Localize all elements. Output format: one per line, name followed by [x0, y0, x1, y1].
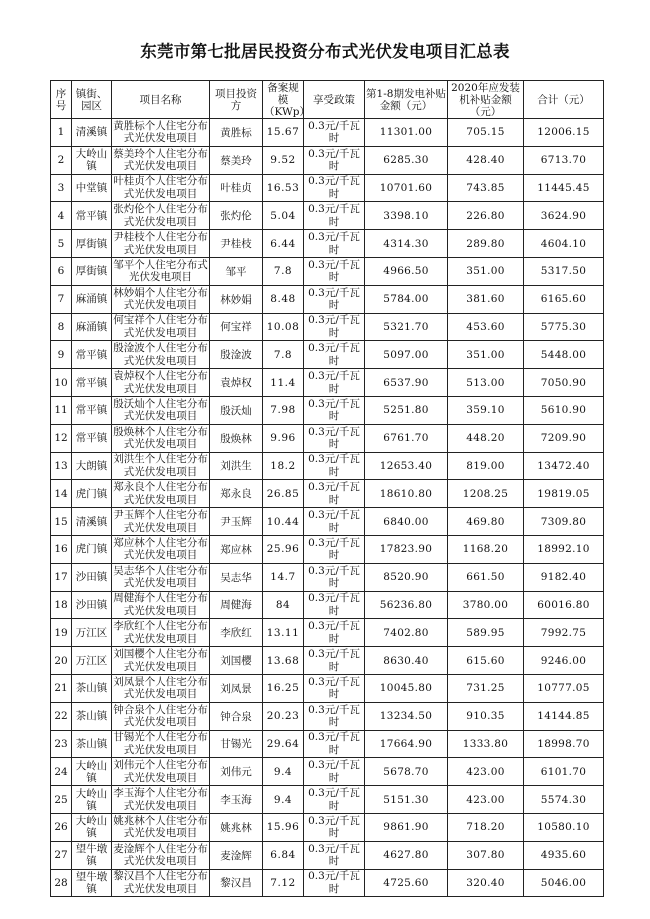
cell-investor: 袁焯权: [210, 369, 263, 397]
cell-subsidy-1-8: 4966.50: [365, 257, 448, 285]
cell-total: 5448.00: [524, 341, 604, 369]
cell-subsidy-2020: 469.80: [448, 508, 524, 536]
table-row: [51, 647, 604, 675]
cell-total: 4604.10: [524, 230, 604, 258]
cell-subsidy-2020: 615.60: [448, 647, 524, 675]
cell-project-name: 邹平个人住宅分布式光伏发电项目: [113, 258, 208, 284]
cell-total: 5574.30: [524, 786, 604, 814]
cell-project-name: 姚兆林个人住宅分布式光伏发电项目: [113, 814, 208, 840]
cell-seq: 22: [51, 702, 72, 730]
cell-policy: 0.3元/千瓦时: [304, 480, 365, 508]
cell-subsidy-2020: 226.80: [448, 202, 524, 230]
table-row: [51, 174, 604, 202]
header-town: 镇街、园区: [72, 81, 112, 119]
cell-subsidy-2020: 513.00: [448, 369, 524, 397]
cell-policy: 0.3元/千瓦时: [304, 452, 365, 480]
cell-policy: 0.3元/千瓦时: [304, 813, 365, 841]
cell-policy: 0.3元/千瓦时: [304, 841, 365, 869]
cell-seq: 4: [51, 202, 72, 230]
cell-scale: 6.84: [263, 841, 304, 869]
cell-subsidy-2020: 731.25: [448, 674, 524, 702]
cell-policy: 0.3元/千瓦时: [304, 535, 365, 563]
cell-project-name: 刘伟元个人住宅分布式光伏发电项目: [113, 759, 208, 784]
cell-project-name: 黄胜标个人住宅分布式光伏发电项目: [113, 119, 208, 145]
cell-scale: 29.64: [263, 730, 304, 758]
table-row: [51, 230, 604, 258]
cell-project-name: 麦淦辉个人住宅分布式光伏发电项目: [113, 842, 208, 868]
cell-scale: 9.4: [263, 758, 304, 786]
cell-subsidy-2020: 307.80: [448, 841, 524, 869]
cell-subsidy-1-8: 5251.80: [365, 396, 448, 424]
cell-subsidy-2020: 705.15: [448, 119, 524, 147]
cell-scale: 15.96: [263, 813, 304, 841]
cell-project-name: 黎汉昌个人住宅分布式光伏发电项目: [113, 870, 208, 895]
cell-project-name: 殷沃灿个人住宅分布式光伏发电项目: [113, 397, 208, 423]
cell-scale: 6.44: [263, 230, 304, 258]
cell-scale: 25.96: [263, 535, 304, 563]
cell-seq: 1: [51, 119, 72, 147]
cell-subsidy-2020: 351.00: [448, 257, 524, 285]
cell-subsidy-1-8: 6537.90: [365, 369, 448, 397]
table-row: [51, 619, 604, 647]
cell-investor: 邹平: [210, 257, 263, 285]
cell-seq: 18: [51, 591, 72, 619]
table-row: [51, 535, 604, 563]
cell-project-name: 刘凤景个人住宅分布式光伏发电项目: [113, 675, 208, 701]
table-row: [51, 396, 604, 424]
cell-seq: 7: [51, 285, 72, 313]
cell-town: 沙田镇: [72, 591, 112, 619]
cell-total: 9246.00: [524, 647, 604, 675]
cell-subsidy-1-8: 4725.60: [365, 869, 448, 897]
cell-subsidy-1-8: 5151.30: [365, 786, 448, 814]
cell-project-name: 尹桂枝个人住宅分布式光伏发电项目: [113, 231, 208, 256]
cell-scale: 26.85: [263, 480, 304, 508]
cell-town: 虎门镇: [72, 535, 112, 563]
cell-subsidy-2020: 910.35: [448, 702, 524, 730]
cell-policy: 0.3元/千瓦时: [304, 730, 365, 758]
cell-town: 万江区: [72, 619, 112, 647]
cell-scale: 7.8: [263, 257, 304, 285]
cell-scale: 9.52: [263, 146, 304, 174]
cell-subsidy-2020: 351.00: [448, 341, 524, 369]
document-title: 东莞市第七批居民投资分布式光伏发电项目汇总表: [140, 42, 510, 61]
cell-policy: 0.3元/千瓦时: [304, 508, 365, 536]
cell-policy: 0.3元/千瓦时: [304, 230, 365, 258]
table-row: [51, 758, 604, 786]
cell-scale: 10.44: [263, 508, 304, 536]
cell-total: 6101.70: [524, 758, 604, 786]
cell-town: 茶山镇: [72, 702, 112, 730]
cell-town: 大岭山镇: [72, 786, 112, 814]
project-summary-table: [50, 80, 604, 897]
cell-scale: 18.2: [263, 452, 304, 480]
cell-seq: 8: [51, 313, 72, 341]
cell-town: 沙田镇: [72, 563, 112, 591]
cell-policy: 0.3元/千瓦时: [304, 174, 365, 202]
cell-scale: 13.68: [263, 647, 304, 675]
cell-policy: 0.3元/千瓦时: [304, 119, 365, 147]
cell-policy: 0.3元/千瓦时: [304, 341, 365, 369]
cell-subsidy-2020: 1168.20: [448, 535, 524, 563]
cell-investor: 姚兆林: [210, 813, 263, 841]
cell-town: 常平镇: [72, 341, 112, 369]
table-row: [51, 285, 604, 313]
cell-investor: 钟合泉: [210, 702, 263, 730]
cell-scale: 10.08: [263, 313, 304, 341]
cell-project-name: 刘国樱个人住宅分布式光伏发电项目: [113, 648, 208, 673]
cell-subsidy-1-8: 10045.80: [365, 674, 448, 702]
cell-project-name: 刘洪生个人住宅分布式光伏发电项目: [113, 453, 208, 478]
cell-seq: 11: [51, 396, 72, 424]
cell-subsidy-2020: 1208.25: [448, 480, 524, 508]
cell-town: 麻涌镇: [72, 285, 112, 313]
header-subsidy-2020: 2020年应发装机补贴金额（元）: [448, 81, 524, 119]
cell-scale: 13.11: [263, 619, 304, 647]
cell-policy: 0.3元/千瓦时: [304, 396, 365, 424]
cell-subsidy-2020: 718.20: [448, 813, 524, 841]
cell-scale: 8.48: [263, 285, 304, 313]
cell-investor: 张灼伦: [210, 202, 263, 230]
cell-subsidy-1-8: 5321.70: [365, 313, 448, 341]
cell-project-name: 李玉海个人住宅分布式光伏发电项目: [113, 787, 208, 812]
cell-subsidy-2020: 448.20: [448, 424, 524, 452]
cell-investor: 甘锡光: [210, 730, 263, 758]
cell-scale: 9.96: [263, 424, 304, 452]
cell-total: 7209.90: [524, 424, 604, 452]
cell-subsidy-2020: 289.80: [448, 230, 524, 258]
table-header: [51, 81, 604, 119]
cell-subsidy-1-8: 13234.50: [365, 702, 448, 730]
cell-seq: 23: [51, 730, 72, 758]
cell-scale: 9.4: [263, 786, 304, 814]
cell-town: 厚街镇: [72, 257, 112, 285]
cell-subsidy-2020: 661.50: [448, 563, 524, 591]
cell-seq: 13: [51, 452, 72, 480]
cell-scale: 7.12: [263, 869, 304, 897]
cell-seq: 6: [51, 257, 72, 285]
cell-investor: 李玉海: [210, 786, 263, 814]
header-investor: 项目投资方: [210, 81, 263, 119]
cell-subsidy-2020: 381.60: [448, 285, 524, 313]
table-row: [51, 369, 604, 397]
cell-town: 中堂镇: [72, 174, 112, 202]
cell-total: 7992.75: [524, 619, 604, 647]
cell-investor: 黄胜标: [210, 119, 263, 147]
cell-project-name: 李欣红个人住宅分布式光伏发电项目: [113, 620, 208, 645]
cell-project-name: 吴志华个人住宅分布式光伏发电项目: [113, 564, 208, 590]
cell-investor: 麦淦辉: [210, 841, 263, 869]
cell-seq: 3: [51, 174, 72, 202]
cell-investor: 何宝祥: [210, 313, 263, 341]
cell-town: 大朗镇: [72, 452, 112, 480]
cell-investor: 殷沃灿: [210, 396, 263, 424]
cell-investor: 吴志华: [210, 563, 263, 591]
cell-town: 常平镇: [72, 202, 112, 230]
cell-policy: 0.3元/千瓦时: [304, 647, 365, 675]
cell-town: 清溪镇: [72, 508, 112, 536]
cell-seq: 24: [51, 758, 72, 786]
cell-seq: 5: [51, 230, 72, 258]
cell-seq: 15: [51, 508, 72, 536]
table-body: [51, 119, 604, 897]
cell-subsidy-1-8: 56236.80: [365, 591, 448, 619]
cell-investor: 尹玉辉: [210, 508, 263, 536]
table-row: [51, 674, 604, 702]
cell-subsidy-2020: 453.60: [448, 313, 524, 341]
cell-scale: 11.4: [263, 369, 304, 397]
cell-scale: 5.04: [263, 202, 304, 230]
cell-subsidy-1-8: 11301.00: [365, 119, 448, 147]
cell-scale: 16.25: [263, 674, 304, 702]
cell-seq: 14: [51, 480, 72, 508]
cell-town: 茶山镇: [72, 674, 112, 702]
cell-project-name: 郑应林个人住宅分布式光伏发电项目: [113, 536, 208, 562]
table-row: [51, 786, 604, 814]
cell-subsidy-1-8: 10701.60: [365, 174, 448, 202]
cell-project-name: 殷淦波个人住宅分布式光伏发电项目: [113, 342, 208, 367]
cell-scale: 20.23: [263, 702, 304, 730]
cell-project-name: 郑永良个人住宅分布式光伏发电项目: [113, 481, 208, 506]
cell-investor: 叶桂贞: [210, 174, 263, 202]
cell-town: 常平镇: [72, 424, 112, 452]
cell-policy: 0.3元/千瓦时: [304, 869, 365, 897]
cell-seq: 19: [51, 619, 72, 647]
cell-project-name: 林妙娟个人住宅分布式光伏发电项目: [113, 286, 208, 312]
cell-total: 12006.15: [524, 119, 604, 147]
cell-scale: 7.8: [263, 341, 304, 369]
cell-subsidy-2020: 3780.00: [448, 591, 524, 619]
cell-policy: 0.3元/千瓦时: [304, 619, 365, 647]
cell-policy: 0.3元/千瓦时: [304, 257, 365, 285]
cell-total: 7050.90: [524, 369, 604, 397]
cell-total: 6713.70: [524, 146, 604, 174]
cell-total: 5046.00: [524, 869, 604, 897]
header-scale: 备案规模（KWp）: [264, 81, 310, 118]
header-row: [51, 81, 604, 119]
cell-investor: 周健海: [210, 591, 263, 619]
table-row: [51, 508, 604, 536]
cell-policy: 0.3元/千瓦时: [304, 591, 365, 619]
table-row: [51, 591, 604, 619]
cell-town: 麻涌镇: [72, 313, 112, 341]
cell-total: 19819.05: [524, 480, 604, 508]
cell-project-name: 周健海个人住宅分布式光伏发电项目: [113, 592, 208, 617]
cell-seq: 26: [51, 813, 72, 841]
cell-total: 13472.40: [524, 452, 604, 480]
cell-subsidy-1-8: 17664.90: [365, 730, 448, 758]
cell-investor: 刘洪生: [210, 452, 263, 480]
cell-project-name: 殷焕林个人住宅分布式光伏发电项目: [113, 425, 208, 451]
cell-investor: 尹桂枝: [210, 230, 263, 258]
table-row: [51, 730, 604, 758]
cell-subsidy-2020: 359.10: [448, 396, 524, 424]
cell-seq: 12: [51, 424, 72, 452]
cell-project-name: 张灼伦个人住宅分布式光伏发电项目: [113, 203, 208, 228]
cell-town: 望牛墩镇: [72, 869, 112, 897]
cell-subsidy-2020: 320.40: [448, 869, 524, 897]
cell-subsidy-2020: 428.40: [448, 146, 524, 174]
cell-policy: 0.3元/千瓦时: [304, 674, 365, 702]
cell-subsidy-1-8: 17823.90: [365, 535, 448, 563]
cell-subsidy-1-8: 18610.80: [365, 480, 448, 508]
cell-investor: 蔡美玲: [210, 146, 263, 174]
cell-investor: 刘凤景: [210, 674, 263, 702]
cell-policy: 0.3元/千瓦时: [304, 702, 365, 730]
cell-investor: 李欣红: [210, 619, 263, 647]
table-row: [51, 313, 604, 341]
cell-subsidy-1-8: 8520.90: [365, 563, 448, 591]
cell-project-name: 蔡美玲个人住宅分布式光伏发电项目: [113, 147, 208, 173]
header-total: 合计（元）: [524, 81, 604, 119]
cell-investor: 殷焕林: [210, 424, 263, 452]
cell-town: 望牛墩镇: [72, 841, 112, 869]
cell-seq: 25: [51, 786, 72, 814]
cell-total: 9182.40: [524, 563, 604, 591]
cell-total: 4935.60: [524, 841, 604, 869]
cell-scale: 84: [263, 591, 304, 619]
cell-seq: 28: [51, 869, 72, 897]
cell-subsidy-2020: 423.00: [448, 758, 524, 786]
cell-project-name: 甘锡光个人住宅分布式光伏发电项目: [113, 731, 208, 756]
table-row: [51, 869, 604, 897]
cell-town: 大岭山镇: [72, 758, 112, 786]
cell-subsidy-2020: 819.00: [448, 452, 524, 480]
cell-subsidy-1-8: 4314.30: [365, 230, 448, 258]
cell-seq: 17: [51, 563, 72, 591]
cell-total: 10777.05: [524, 674, 604, 702]
cell-investor: 郑应林: [210, 535, 263, 563]
cell-subsidy-1-8: 8630.40: [365, 647, 448, 675]
cell-project-name: 何宝祥个人住宅分布式光伏发电项目: [113, 314, 208, 339]
cell-policy: 0.3元/千瓦时: [304, 146, 365, 174]
cell-total: 14144.85: [524, 702, 604, 730]
cell-total: 7309.80: [524, 508, 604, 536]
table-row: [51, 480, 604, 508]
table-row: [51, 257, 604, 285]
cell-total: 5317.50: [524, 257, 604, 285]
table-row: [51, 563, 604, 591]
cell-policy: 0.3元/千瓦时: [304, 202, 365, 230]
cell-policy: 0.3元/千瓦时: [304, 424, 365, 452]
header-seq: 序号: [51, 81, 72, 119]
cell-subsidy-1-8: 7402.80: [365, 619, 448, 647]
cell-total: 18992.10: [524, 535, 604, 563]
table-row: [51, 702, 604, 730]
cell-subsidy-1-8: 4627.80: [365, 841, 448, 869]
cell-town: 常平镇: [72, 369, 112, 397]
cell-total: 60016.80: [524, 591, 604, 619]
cell-subsidy-1-8: 5678.70: [365, 758, 448, 786]
table-row: [51, 813, 604, 841]
cell-subsidy-1-8: 6285.30: [365, 146, 448, 174]
cell-town: 厚街镇: [72, 230, 112, 258]
table-row: [51, 424, 604, 452]
cell-investor: 黎汉昌: [210, 869, 263, 897]
cell-policy: 0.3元/千瓦时: [304, 786, 365, 814]
cell-total: 18998.70: [524, 730, 604, 758]
table-row: [51, 841, 604, 869]
cell-town: 大岭山镇: [72, 813, 112, 841]
cell-town: 茶山镇: [72, 730, 112, 758]
cell-seq: 16: [51, 535, 72, 563]
table-row: [51, 119, 604, 147]
cell-policy: 0.3元/千瓦时: [304, 563, 365, 591]
cell-subsidy-2020: 743.85: [448, 174, 524, 202]
cell-investor: 郑永良: [210, 480, 263, 508]
table-row: [51, 202, 604, 230]
cell-town: 大岭山镇: [72, 146, 112, 174]
cell-project-name: 尹玉辉个人住宅分布式光伏发电项目: [113, 509, 208, 534]
cell-seq: 9: [51, 341, 72, 369]
cell-town: 虎门镇: [72, 480, 112, 508]
cell-investor: 殷淦波: [210, 341, 263, 369]
cell-seq: 10: [51, 369, 72, 397]
cell-investor: 刘伟元: [210, 758, 263, 786]
cell-scale: 14.7: [263, 563, 304, 591]
cell-total: 11445.45: [524, 174, 604, 202]
cell-town: 清溪镇: [72, 119, 112, 147]
cell-project-name: 钟合泉个人住宅分布式光伏发电项目: [113, 703, 208, 729]
cell-project-name: 叶桂贞个人住宅分布式光伏发电项目: [113, 175, 208, 200]
cell-seq: 21: [51, 674, 72, 702]
cell-policy: 0.3元/千瓦时: [304, 369, 365, 397]
cell-subsidy-1-8: 9861.90: [365, 813, 448, 841]
cell-policy: 0.3元/千瓦时: [304, 313, 365, 341]
cell-subsidy-1-8: 12653.40: [365, 452, 448, 480]
cell-subsidy-1-8: 3398.10: [365, 202, 448, 230]
cell-total: 10580.10: [524, 813, 604, 841]
cell-policy: 0.3元/千瓦时: [304, 285, 365, 313]
cell-scale: 15.67: [263, 119, 304, 147]
cell-seq: 2: [51, 146, 72, 174]
table-row: [51, 341, 604, 369]
header-policy: 享受政策: [304, 81, 365, 119]
cell-subsidy-1-8: 5784.00: [365, 285, 448, 313]
cell-policy: 0.3元/千瓦时: [304, 758, 365, 786]
header-name: 项目名称: [112, 81, 210, 119]
cell-subsidy-1-8: 5097.00: [365, 341, 448, 369]
cell-subsidy-1-8: 6761.70: [365, 424, 448, 452]
cell-subsidy-2020: 1333.80: [448, 730, 524, 758]
cell-total: 5610.90: [524, 396, 604, 424]
cell-scale: 16.53: [263, 174, 304, 202]
cell-seq: 27: [51, 841, 72, 869]
cell-subsidy-2020: 589.95: [448, 619, 524, 647]
cell-subsidy-1-8: 6840.00: [365, 508, 448, 536]
cell-investor: 刘国樱: [210, 647, 263, 675]
cell-total: 6165.60: [524, 285, 604, 313]
cell-investor: 林妙娟: [210, 285, 263, 313]
cell-seq: 20: [51, 647, 72, 675]
header-subsidy-1-8: 第1-8期发电补贴金额（元）: [365, 81, 448, 119]
cell-total: 3624.90: [524, 202, 604, 230]
cell-scale: 7.98: [263, 396, 304, 424]
cell-subsidy-2020: 423.00: [448, 786, 524, 814]
cell-total: 5775.30: [524, 313, 604, 341]
cell-town: 万江区: [72, 647, 112, 675]
cell-project-name: 袁焯权个人住宅分布式光伏发电项目: [113, 370, 208, 395]
table-row: [51, 452, 604, 480]
table-row: [51, 146, 604, 174]
cell-town: 常平镇: [72, 396, 112, 424]
